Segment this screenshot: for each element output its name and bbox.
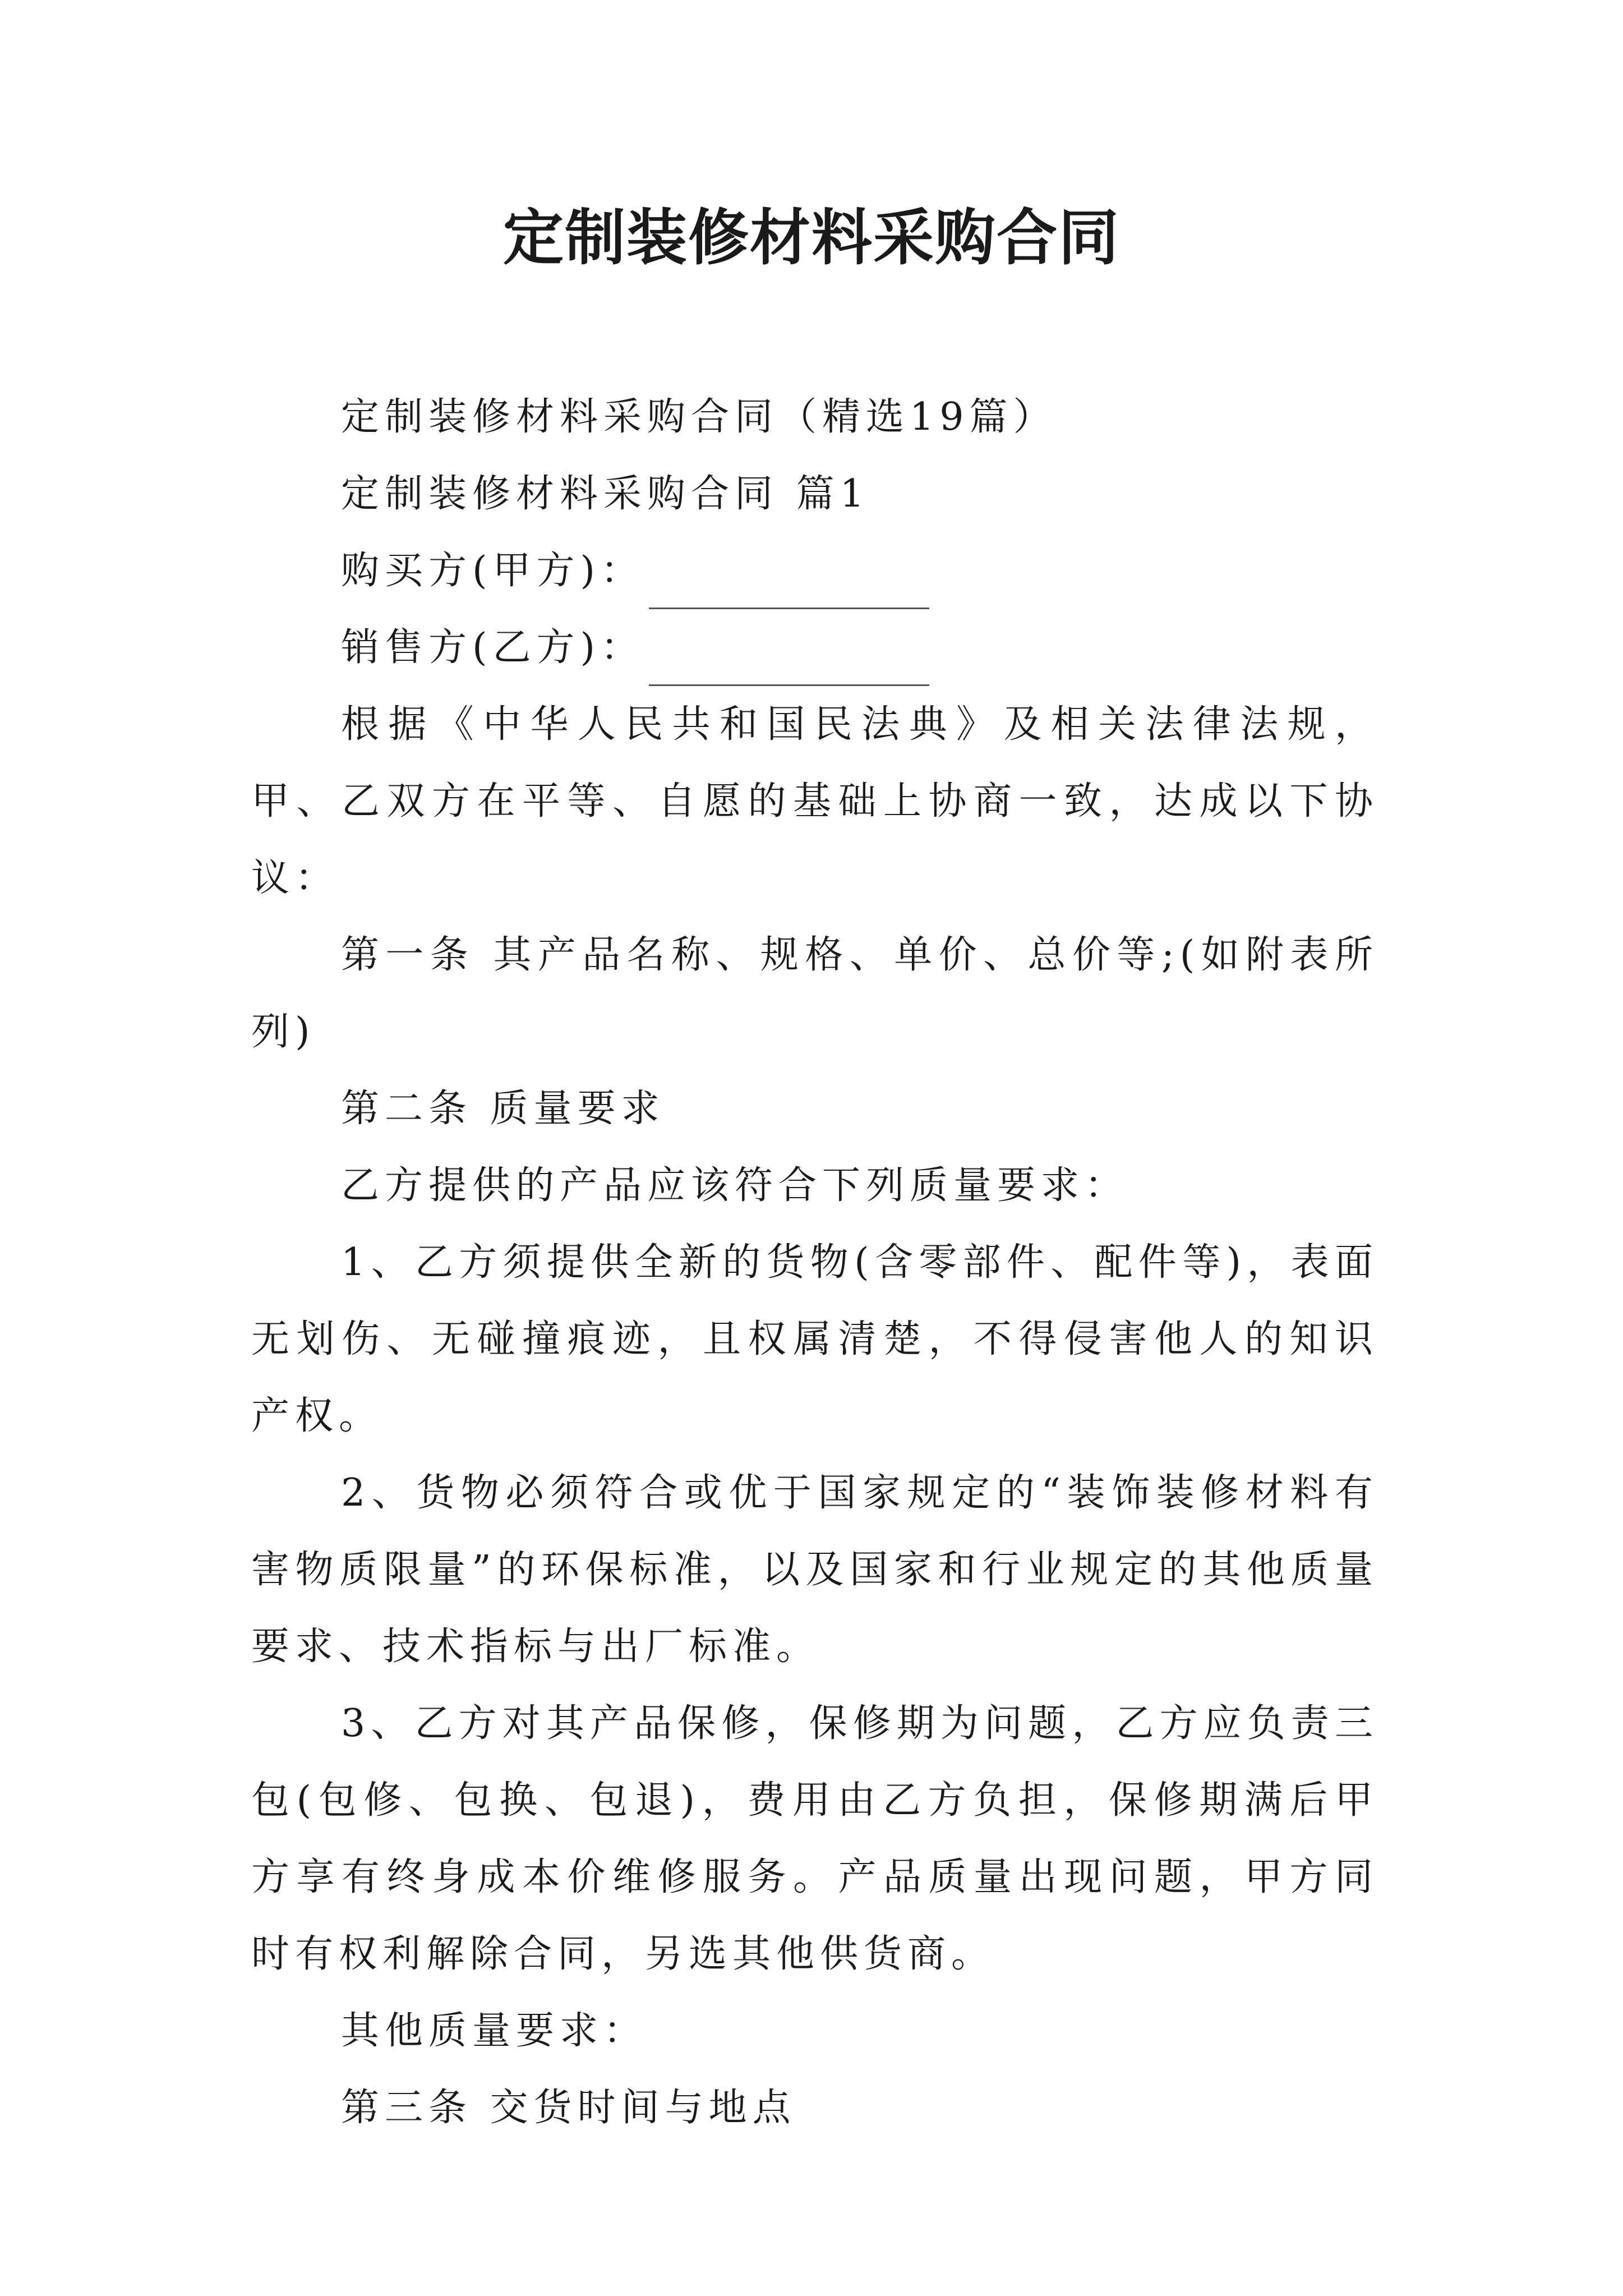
quality-item-2: 2、货物必须符合或优于国家规定的“装饰装修材料有害物质限量”的环保标准，以及国家和行业规定的其他质量要求、技术指标与出厂标准。 <box>251 1471 1378 1669</box>
document-title: 定制装修材料采购合同 <box>502 203 1120 273</box>
seller-label: 销售方(乙方)： <box>341 625 645 670</box>
article-3-heading: 第三条 交货时间与地点 <box>341 2086 796 2130</box>
subtitle-paragraph: 定制装修材料采购合同（精选19篇） <box>341 395 1057 439</box>
other-quality-paragraph: 其他质量要求： <box>341 2009 648 2053</box>
document-body <box>251 379 1378 2146</box>
preamble-paragraph: 根据《中华人民共和国民法典》及相关法律法规，甲、乙双方在平等、自愿的基础上协商一致，达成以下协议： <box>251 702 1378 900</box>
article-2-heading: 第二条 质量要求 <box>341 1087 665 1131</box>
article-1-paragraph: 第一条 其产品名称、规格、单价、总价等;(如附表所列) <box>251 933 1378 1054</box>
buyer-blank-field <box>649 551 929 609</box>
buyer-label: 购买方(甲方)： <box>341 549 645 593</box>
section-heading: 定制装修材料采购合同 篇1 <box>341 472 870 516</box>
quality-intro-paragraph: 乙方提供的产品应该符合下列质量要求： <box>341 1163 1129 1208</box>
seller-line <box>251 609 1378 686</box>
seller-blank-field <box>649 628 929 686</box>
buyer-line <box>251 532 1378 609</box>
quality-item-3: 3、乙方对其产品保修，保修期为问题，乙方应负责三包(包修、包换、包退)，费用由乙方负担，保修期满后甲方享有终身成本价维修服务。产品质量出现问题，甲方同时有权利解除合同，另选其他供货商。 <box>251 1701 1378 1976</box>
quality-item-1: 1、乙方须提供全新的货物(含零部件、配件等)，表面无划伤、无碰撞痕迹，且权属清楚，不得侵害他人的知识产权。 <box>251 1240 1378 1438</box>
